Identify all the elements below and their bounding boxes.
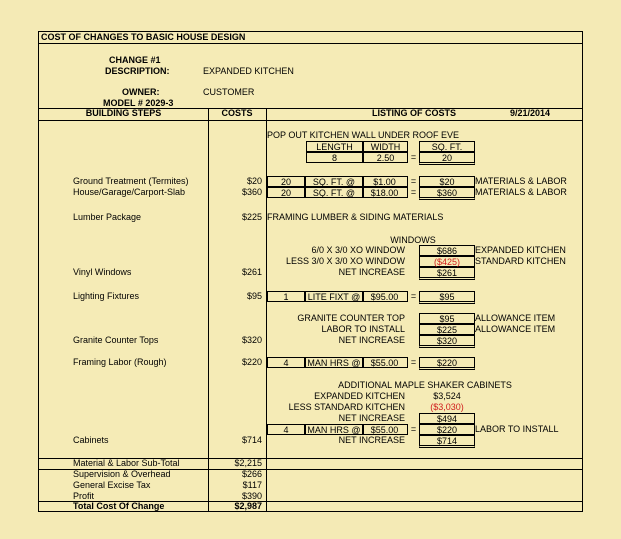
granite-value1: $95: [419, 313, 475, 324]
unit-framing: MAN HRS @: [305, 357, 363, 368]
total-ground: $20: [419, 176, 475, 187]
granite-note2: ALLOWANCE ITEM: [475, 324, 556, 334]
supervision-label: Supervision & Overhead: [73, 469, 171, 479]
equals-sign: =: [410, 357, 417, 367]
cabinets-note4: LABOR TO INSTALL: [475, 424, 559, 434]
step-granite: Granite Counter Tops: [73, 335, 159, 345]
col-divider: [266, 108, 267, 512]
step-cabinets: Cabinets: [73, 435, 109, 445]
granite-value3: $320: [419, 335, 475, 348]
profit-value: $390: [241, 491, 262, 501]
equals-sign: =: [410, 291, 417, 301]
cabinets-value2: ($3,030): [430, 402, 464, 412]
step-windows: Vinyl Windows: [73, 267, 132, 277]
qty-framing: 4: [267, 357, 305, 368]
granite-value2: $225: [419, 324, 475, 335]
price-lighting: $95.00: [363, 291, 408, 302]
cabinets-value4: $220: [419, 424, 475, 435]
supervision-value: $266: [241, 469, 262, 479]
cabinets-line1: EXPANDED KITCHEN: [314, 391, 405, 401]
price-framing: $55.00: [363, 357, 408, 368]
cabinets-value5: $714: [419, 435, 475, 448]
note-slab: MATERIALS & LABOR: [475, 187, 567, 197]
qty-cabinets: 4: [267, 424, 305, 435]
cabinets-line3: NET INCREASE: [338, 413, 405, 423]
change-label: CHANGE #1: [109, 55, 161, 65]
cost-sheet: [38, 31, 583, 512]
granite-line2: LABOR TO INSTALL: [321, 324, 405, 334]
total-value: $2,987: [234, 501, 262, 511]
windows-value1: $686: [419, 245, 475, 256]
cost-lumber: $225: [241, 212, 262, 222]
total-slab: $360: [419, 187, 475, 200]
col-divider: [208, 108, 209, 512]
cabinets-value3: $494: [419, 413, 475, 424]
windows-note1: EXPANDED KITCHEN: [475, 245, 566, 255]
qty-ground: 20: [267, 176, 305, 187]
cabinets-line2: LESS STANDARD KITCHEN: [288, 402, 405, 412]
note-lumber: FRAMING LUMBER & SIDING MATERIALS: [267, 212, 444, 222]
sqft-header: SQ. FT.: [419, 141, 475, 152]
col-date: 9/21/2014: [510, 108, 551, 118]
description-label: DESCRIPTION:: [105, 66, 170, 76]
unit-lighting: LITE FIXT @: [305, 291, 363, 302]
unit-slab: SQ. FT. @: [305, 187, 363, 198]
equals-sign: =: [410, 187, 417, 197]
windows-title: WINDOWS: [390, 235, 436, 245]
cost-framing: $220: [241, 357, 262, 367]
width-value: 2.50: [363, 152, 408, 163]
cost-ground: $20: [246, 176, 262, 186]
popout-title: POP OUT KITCHEN WALL UNDER ROOF EVE: [267, 130, 460, 140]
granite-line1: GRANITE COUNTER TOP: [297, 313, 405, 323]
equals-sign: =: [410, 424, 417, 434]
unit-cabinets: MAN HRS @: [305, 424, 363, 435]
note-ground: MATERIALS & LABOR: [475, 176, 567, 186]
col-listing: LISTING OF COSTS: [372, 108, 457, 118]
cabinets-title: ADDITIONAL MAPLE SHAKER CABINETS: [338, 380, 512, 390]
subtotal-label: Material & Labor Sub-Total: [73, 458, 180, 468]
price-cabinets: $55.00: [363, 424, 408, 435]
length-header: LENGTH: [306, 141, 363, 152]
profit-label: Profit: [73, 491, 95, 501]
granite-note1: ALLOWANCE ITEM: [475, 313, 556, 323]
tax-value: $117: [242, 480, 262, 490]
sqft-value: 20: [419, 152, 475, 165]
equals-sign: =: [410, 152, 417, 162]
price-ground: $1.00: [363, 176, 408, 187]
windows-value3: $261: [419, 267, 475, 280]
subtotal-value: $2,215: [234, 458, 262, 468]
length-value: 8: [306, 152, 363, 163]
qty-slab: 20: [267, 187, 305, 198]
qty-lighting: 1: [267, 291, 305, 302]
col-costs: COSTS: [221, 108, 253, 118]
cost-lighting: $95: [246, 291, 262, 301]
equals-sign: =: [410, 176, 417, 186]
divider: [39, 43, 582, 44]
step-framing: Framing Labor (Rough): [73, 357, 167, 367]
model-label: MODEL # 2029-3: [103, 98, 174, 108]
total-label: Total Cost Of Change: [73, 501, 165, 511]
windows-line2: LESS 3/0 X 3/0 XO WINDOW: [285, 256, 405, 266]
divider: [39, 120, 582, 121]
cost-granite: $320: [241, 335, 262, 345]
cost-cabinets: $714: [241, 435, 262, 445]
owner-label: OWNER:: [122, 87, 160, 97]
unit-ground: SQ. FT. @: [305, 176, 363, 187]
step-lumber: Lumber Package: [73, 212, 142, 222]
owner-value: CUSTOMER: [203, 87, 255, 97]
step-slab: House/Garage/Carport-Slab: [73, 187, 186, 197]
cost-windows: $261: [241, 267, 262, 277]
col-steps: BUILDING STEPS: [85, 108, 162, 118]
windows-value2: ($425): [419, 256, 475, 267]
step-lighting: Lighting Fixtures: [73, 291, 140, 301]
cabinets-value1: $3,524: [433, 391, 461, 401]
total-lighting: $95: [419, 291, 475, 304]
granite-line3: NET INCREASE: [338, 335, 405, 345]
price-slab: $18.00: [363, 187, 408, 198]
description-value: EXPANDED KITCHEN: [203, 66, 294, 76]
cost-slab: $360: [241, 187, 262, 197]
total-framing: $220: [419, 357, 475, 370]
tax-label: General Excise Tax: [73, 480, 151, 490]
windows-line1: 6/0 X 3/0 XO WINDOW: [311, 245, 405, 255]
width-header: WIDTH: [363, 141, 408, 152]
windows-note2: STANDARD KITCHEN: [475, 256, 566, 266]
windows-line3: NET INCREASE: [338, 267, 405, 277]
sheet-title: COST OF CHANGES TO BASIC HOUSE DESIGN: [41, 32, 246, 42]
cabinets-line5: NET INCREASE: [338, 435, 405, 445]
step-ground: Ground Treatment (Termites): [73, 176, 189, 186]
